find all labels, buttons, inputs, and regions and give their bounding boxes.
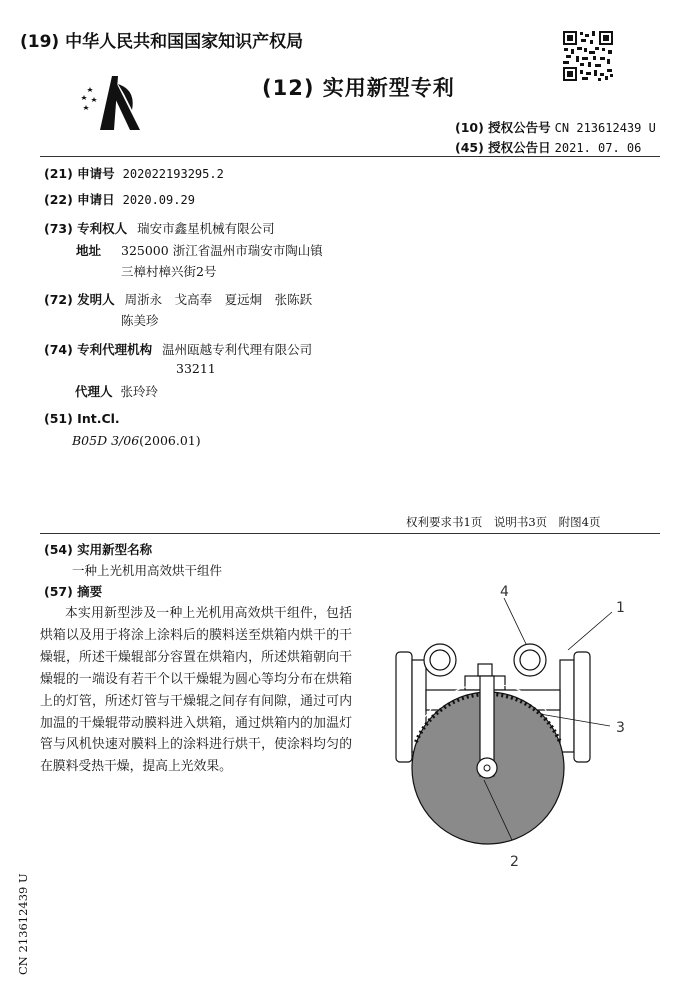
patent-agency bbox=[44, 340, 312, 358]
patent-agent-label: 代理人 bbox=[75, 384, 113, 399]
ipc-label bbox=[44, 411, 120, 426]
address-line-1: 325000 浙江省温州市瑞安市陶山镇 bbox=[121, 243, 323, 258]
page-count-summary: 权利要求书1页 说明书3页 附图4页 bbox=[406, 515, 601, 529]
patent-owner-value: 瑞安市鑫星机械有限公司 bbox=[137, 221, 275, 236]
header-divider bbox=[40, 156, 660, 157]
patent-owner bbox=[44, 219, 275, 237]
document-type: (12) 实用新型专利 bbox=[262, 76, 455, 100]
patent-owner-label: (73) 专利权人 bbox=[44, 221, 128, 236]
publication-number-label: (10) 授权公告号 bbox=[455, 120, 551, 135]
drying-assembly-drawing bbox=[380, 580, 670, 880]
ipc-year: (2006.01) bbox=[139, 433, 201, 448]
ipc-code: B05D 3/06 bbox=[72, 433, 140, 448]
inventors bbox=[44, 290, 312, 308]
qr-code-icon bbox=[562, 30, 614, 82]
utility-model-title: 一种上光机用高效烘干组件 bbox=[72, 563, 223, 578]
inventors-line-1: 周浙永 戈高奉 夏远炯 张陈跃 bbox=[124, 292, 313, 307]
cnipa-logo-icon bbox=[78, 72, 150, 134]
ipc-classification bbox=[72, 433, 201, 448]
publication-number-value: CN 213612439 U bbox=[554, 121, 656, 135]
figure-label-1: 1 bbox=[616, 600, 625, 616]
address-line-2: 三樟村樟兴街2号 bbox=[121, 264, 217, 279]
figure-label-2: 2 bbox=[510, 854, 519, 870]
inventors-line-2: 陈美珍 bbox=[121, 313, 159, 328]
utility-model-name-label bbox=[44, 540, 152, 558]
figure-label-3: 3 bbox=[616, 720, 625, 736]
application-number-value: 202022193295.2 bbox=[122, 167, 224, 181]
utility-model-name-label-text: (54) 实用新型名称 bbox=[44, 542, 153, 557]
figure-label-4: 4 bbox=[500, 584, 509, 600]
patent-agent-value: 张玲玲 bbox=[120, 384, 159, 399]
application-date bbox=[44, 190, 195, 208]
inventors-label: (72) 发明人 bbox=[44, 292, 115, 307]
publication-date-label: (45) 授权公告日 bbox=[455, 140, 551, 155]
application-date-value: 2020.09.29 bbox=[122, 193, 195, 207]
pages-divider bbox=[40, 533, 660, 534]
abstract-label bbox=[44, 582, 102, 600]
abstract-text: 本实用新型涉及一种上光机用高效烘干组件，包括烘箱以及用于将涂上涂料后的膜料送至烘箱内烘干的干燥辊，所述干燥辊部分容置在烘箱内，所述烘箱朝向干燥辊的一端设有若干个以干燥辊为圆心等均分布在烘箱上的灯管，所述灯管与干燥辊之间存有间隙，通过可内加温的干燥辊带动膜料进入烘箱，通过烘箱内的加温灯管与风机快速对膜料上的涂料进行烘干，使涂料均匀的在膜料受热干燥，提高上光效果。 bbox=[40, 606, 352, 775]
issuing-office: (19) 中华人民共和国国家知识产权局 bbox=[20, 32, 304, 52]
side-publication-number: CN 213612439 U bbox=[16, 873, 30, 975]
application-date-label: (22) 申请日 bbox=[44, 192, 115, 207]
application-number bbox=[44, 164, 224, 182]
address-label: 地址 bbox=[76, 243, 102, 258]
patent-agency-code: 33211 bbox=[176, 361, 216, 376]
application-number-label: (21) 申请号 bbox=[44, 166, 115, 181]
patent-agent bbox=[75, 382, 158, 400]
patent-agency-value: 温州瓯越专利代理有限公司 bbox=[162, 342, 313, 357]
abstract-label-text: (57) 摘要 bbox=[44, 584, 103, 599]
publication-date-value: 2021. 07. 06 bbox=[554, 141, 642, 155]
ipc-label-text: (51) Int.Cl. bbox=[44, 411, 120, 426]
publication-date bbox=[455, 138, 641, 156]
patent-agency-label: (74) 专利代理机构 bbox=[44, 342, 153, 357]
publication-number bbox=[455, 118, 656, 136]
